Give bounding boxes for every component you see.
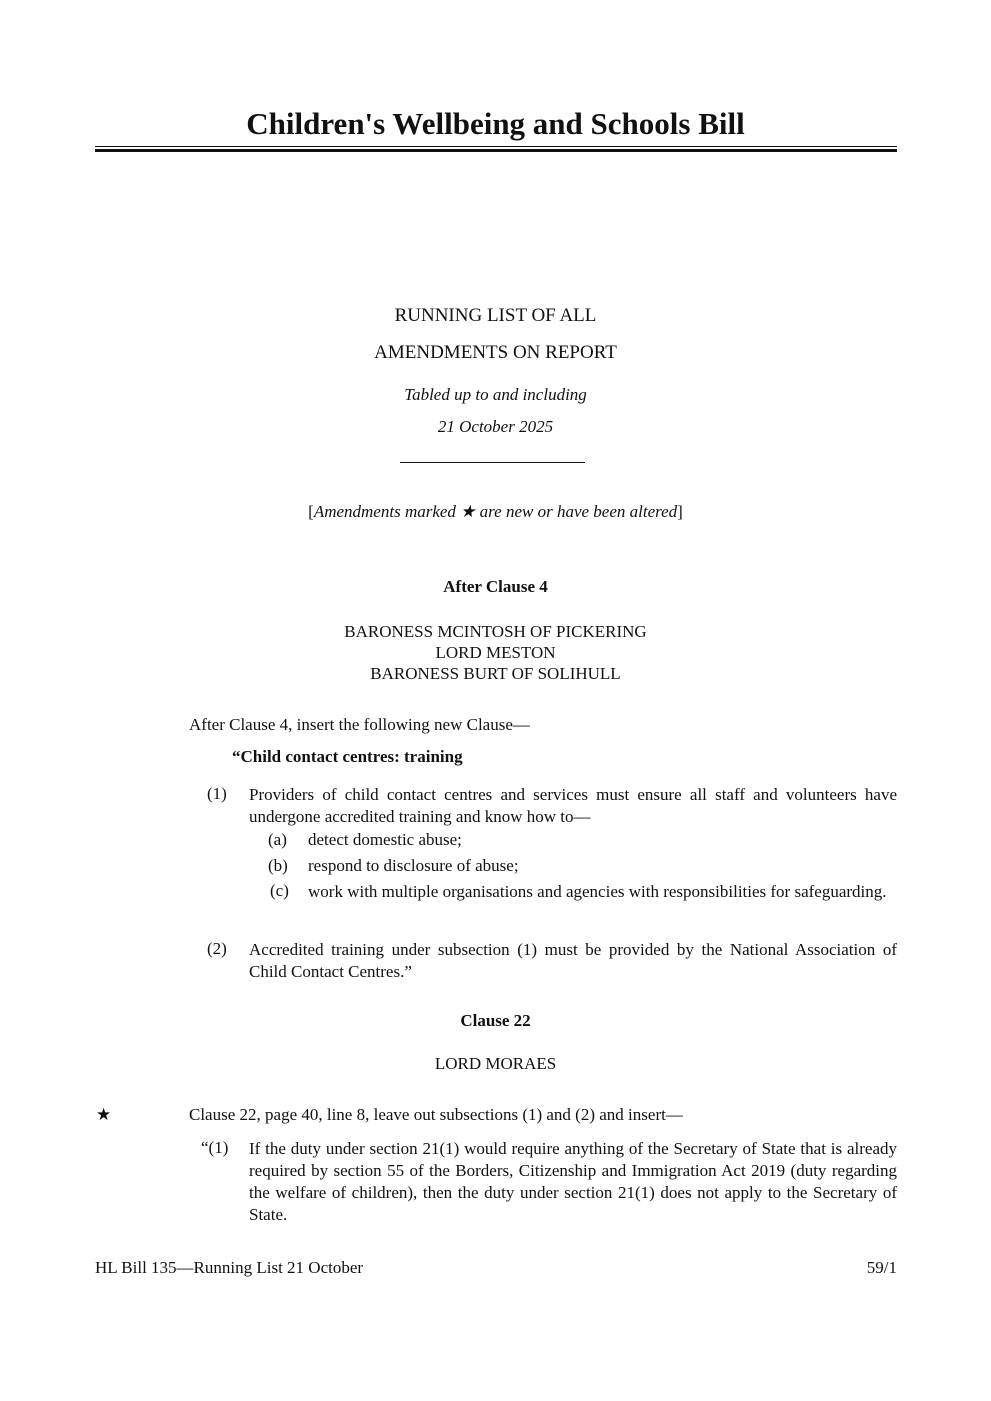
note-text: Amendments marked ★ are new or have been altered <box>313 502 678 521</box>
bracket: [ <box>308 502 314 521</box>
subsection-text: Accredited training under subsection (1) must be provided by the National Association of Child Contact Centres.” <box>249 940 897 981</box>
para-text: work with multiple organisations and agencies with responsibilities for safeguarding. <box>308 882 887 901</box>
heading-after-clause-4: After Clause 4 <box>443 577 548 596</box>
sponsor: BARONESS BURT OF SOLIHULL <box>370 664 621 683</box>
footer-bill-ref: HL Bill 135—Running List 21 October <box>95 1258 364 1277</box>
tabled-text: Tabled up to and including <box>404 385 587 404</box>
bill-title: Children's Wellbeing and Schools Bill <box>246 106 745 141</box>
para-number: (a) <box>268 830 287 849</box>
para-text: detect domestic abuse; <box>308 830 462 849</box>
short-rule <box>400 462 585 463</box>
heading-clause-22: Clause 22 <box>460 1011 531 1030</box>
subsection-number: (1) <box>207 784 227 803</box>
sponsors-list <box>0 621 991 684</box>
subsection-text: Providers of child contact centres and services must ensure all staff and volunteers have undergone accredited training and know how to— <box>249 785 897 826</box>
tabled-date: 21 October 2025 <box>437 417 554 436</box>
title-rule-thin <box>95 146 897 147</box>
bracket: ] <box>677 502 683 521</box>
amendment-instruction: After Clause 4, insert the following new Clause— <box>189 715 530 734</box>
sponsor: BARONESS MCINTOSH OF PICKERING <box>344 622 647 641</box>
cover-line2: AMENDMENTS ON REPORT <box>374 342 617 363</box>
sponsor: LORD MESTON <box>435 643 556 662</box>
amendment-instruction: Clause 22, page 40, line 8, leave out subsections (1) and (2) and insert— <box>189 1105 683 1124</box>
subsection-number: (2) <box>207 939 227 958</box>
para-number: (c) <box>270 881 289 900</box>
cover-line1: RUNNING LIST OF ALL <box>394 305 597 326</box>
para-text: respond to disclosure of abuse; <box>308 856 519 875</box>
subsection-text: If the duty under section 21(1) would require anything of the Secretary of State that is already required by section 55 of the Borders, Citizenship and Immigration Act 2019 (duty regarding the welfare of children), then the duty under section 21(1) does not apply to the Secretary of State. <box>249 1139 897 1224</box>
amendment-note <box>0 502 991 522</box>
title-rule-thick <box>95 149 897 152</box>
subsection-number: “(1) <box>201 1138 229 1157</box>
para-number: (b) <box>268 856 288 875</box>
star-icon: ★ <box>96 1105 112 1124</box>
footer-page-number: 59/1 <box>866 1258 897 1277</box>
sponsor: LORD MORAES <box>434 1054 557 1073</box>
clause-title: “Child contact centres: training <box>232 747 463 766</box>
